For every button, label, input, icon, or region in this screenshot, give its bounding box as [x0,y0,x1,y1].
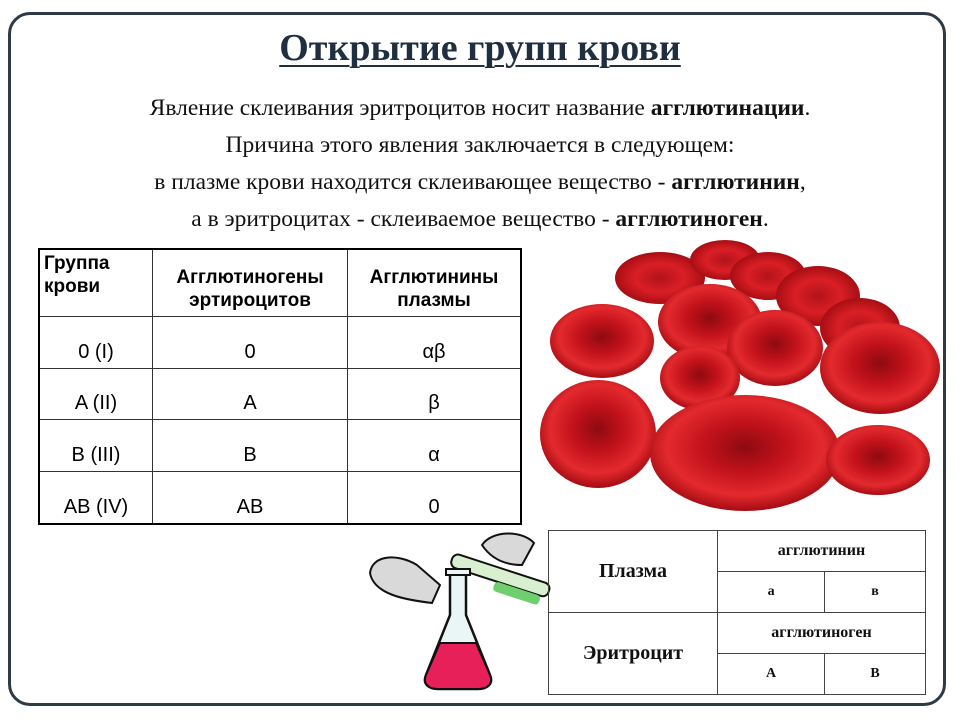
cell-group: A (II) [39,368,153,420]
erythrocyte-cell-b: В [825,654,926,695]
plasma-label: Плазма [549,531,718,613]
cell-agglutinin: αβ [348,317,522,369]
table-row [549,613,926,654]
cell-agglutinogen: A [153,368,348,420]
page-title: Открытие групп крови [279,27,681,69]
blood-group-table [38,248,522,525]
table-header-row [39,249,521,317]
table-row [549,531,926,572]
cell-agglutinogen: AB [153,471,348,524]
intro-text [0,90,960,238]
table-row [39,368,521,420]
header-agglutinogens: Агглютиногены эртироцитов [153,249,348,317]
intro-line-4: а в эритроцитах - склеиваемое вещество - агглютиноген. [191,206,769,232]
intro-line-3: в плазме крови находится склеивающее вещество - агглютинин, [154,169,806,195]
cell-group: AB (IV) [39,471,153,524]
header-blood-group: Группа крови [39,249,153,317]
intro-line-2: Причина этого явления заключается в следующем: [225,132,735,158]
cell-agglutinin: 0 [348,471,522,524]
table-row [39,471,521,524]
glove-hand-left-icon [370,557,440,603]
erythrocyte-label: Эритроцит [549,613,718,695]
cell-agglutinogen: B [153,420,348,472]
table-row [39,420,521,472]
glove-hand-right-icon [482,533,534,565]
flask-with-hands-image [362,525,562,700]
red-blood-cells-image [540,238,960,513]
header-agglutinins: Агглютинины плазмы [348,249,522,317]
cell-agglutinin: β [348,368,522,420]
cell-agglutinin: α [348,420,522,472]
cell-agglutinogen: 0 [153,317,348,369]
erythrocyte-cell-a: А [718,654,825,695]
plasma-cell-a: а [718,572,825,613]
summary-table [548,530,926,695]
cell-group: B (III) [39,420,153,472]
plasma-header: агглютинин [718,531,926,572]
table-row [39,317,521,369]
erythrocyte-header: агглютиноген [718,613,926,654]
intro-line-1: Явление склеивания эритроцитов носит название агглютинации. [149,95,811,121]
plasma-cell-b: в [825,572,926,613]
cell-group: 0 (I) [39,317,153,369]
